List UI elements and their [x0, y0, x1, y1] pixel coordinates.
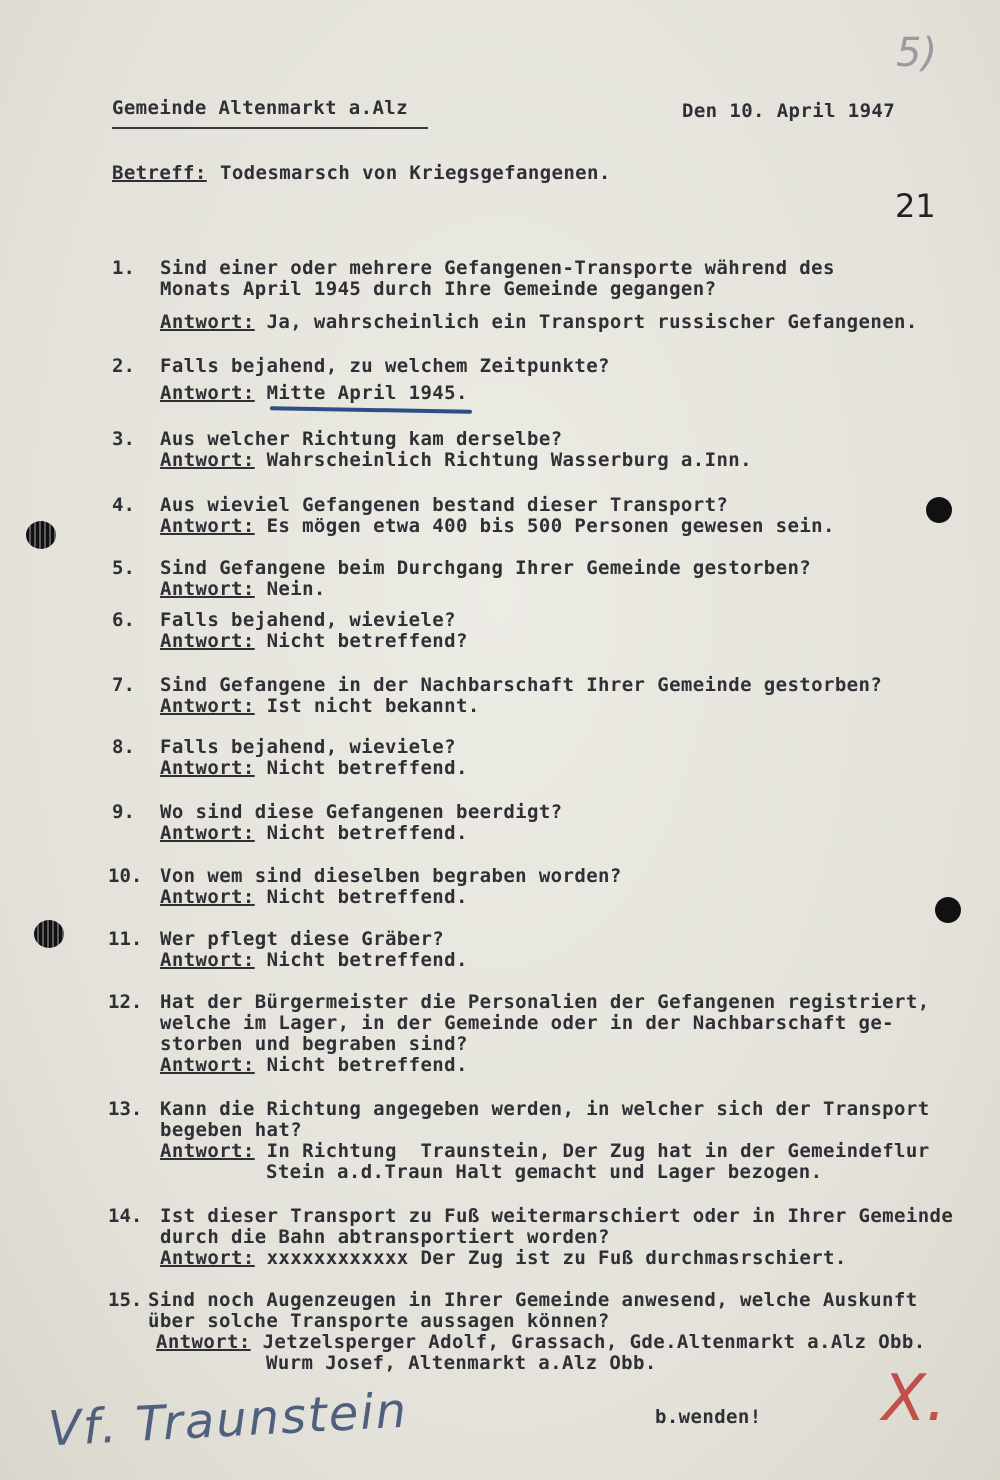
- question-number: 5.: [112, 557, 135, 579]
- pencil-underline: [270, 406, 472, 414]
- question-text: welche im Lager, in der Gemeinde oder in der Nachbarschaft ge-: [160, 1012, 895, 1034]
- answer-label: Antwort:: [156, 1331, 251, 1353]
- question-number: 3.: [112, 428, 135, 450]
- answer-line: [160, 757, 468, 778]
- question-number: 9.: [112, 801, 135, 823]
- question-block: [160, 674, 882, 716]
- question-text: Hat der Bürgermeister die Personalien der Gefangenen registriert,: [160, 991, 930, 1013]
- question-number: 14.: [108, 1205, 143, 1227]
- page-number: 21: [895, 187, 936, 225]
- answer-label: Antwort:: [160, 695, 255, 717]
- answer-text: Nicht betreffend?: [266, 630, 468, 652]
- question-number: 8.: [112, 736, 135, 758]
- question-text: Falls bejahend, zu welchem Zeitpunkte?: [160, 355, 610, 377]
- header-underline: [112, 127, 428, 129]
- answer-line: [160, 515, 835, 536]
- question-number: 12.: [108, 991, 143, 1013]
- question-text: Von wem sind dieselben begraben worden?: [160, 865, 622, 887]
- question-block: [160, 355, 610, 403]
- answer-text: Ist nicht bekannt.: [266, 695, 480, 717]
- question-text: Sind noch Augenzeugen in Ihrer Gemeinde anwesend, welche Auskunft: [148, 1289, 918, 1311]
- answer-label: Antwort:: [160, 1140, 255, 1162]
- answer-line: [160, 311, 918, 332]
- question-number: 13.: [108, 1098, 143, 1120]
- question-text: Sind einer oder mehrere Gefangenen-Transporte während des: [160, 257, 835, 279]
- question-text: Sind Gefangene beim Durchgang Ihrer Gemeinde gestorben?: [160, 557, 812, 579]
- question-number: 6.: [112, 609, 135, 631]
- answer-line: [160, 1140, 930, 1161]
- municipality: Gemeinde Altenmarkt a.Alz: [112, 97, 408, 119]
- question-number: 11.: [108, 928, 143, 950]
- answer-label: Antwort:: [160, 515, 255, 537]
- punch-hole-right-bottom: [935, 897, 961, 923]
- question-text: begeben hat?: [160, 1119, 303, 1141]
- answer-label: Antwort:: [160, 757, 255, 779]
- question-text: Wo sind diese Gefangenen beerdigt?: [160, 801, 563, 823]
- question-block: [160, 609, 468, 651]
- question-block: [160, 428, 752, 470]
- question-number: 2.: [112, 355, 135, 377]
- answer-text: Nicht betreffend.: [266, 949, 468, 971]
- question-number: 10.: [108, 865, 143, 887]
- question-text: Wer pflegt diese Gräber?: [160, 928, 445, 950]
- answer-line: [160, 382, 610, 403]
- page-mark: 5): [896, 30, 938, 76]
- question-text: Aus wieviel Gefangenen bestand dieser Transport?: [160, 494, 729, 516]
- answer-line: [160, 886, 622, 907]
- answer-text: xxxxxxxxxxxx Der Zug ist zu Fuß durchmasrschiert.: [266, 1247, 847, 1269]
- question-number: 7.: [112, 674, 135, 696]
- subject-label: Betreff:: [112, 162, 207, 184]
- question-number: 15.: [108, 1289, 143, 1311]
- answer-line: [160, 1054, 930, 1075]
- answer-line: [160, 695, 882, 716]
- answer-text: Nein.: [266, 578, 326, 600]
- answer-label: Antwort:: [160, 311, 255, 333]
- answer-text: Jetzelsperger Adolf, Grassach, Gde.Altenmarkt a.Alz Obb.: [262, 1331, 926, 1353]
- question-text: Monats April 1945 durch Ihre Gemeinde gegangen?: [160, 278, 717, 300]
- question-text: Kann die Richtung angegeben werden, in welcher sich der Transport: [160, 1098, 930, 1120]
- question-block: [160, 736, 468, 778]
- question-block: [160, 557, 811, 599]
- question-text: Sind Gefangene in der Nachbarschaft Ihrer Gemeinde gestorben?: [160, 674, 883, 696]
- punch-hole-right-top: [926, 497, 952, 523]
- answer-label: Antwort:: [160, 886, 255, 908]
- question-text: über solche Transporte aussagen können?: [148, 1310, 610, 1332]
- answer-line: [160, 449, 752, 470]
- question-block: [160, 1205, 953, 1268]
- answer-line: [160, 1247, 953, 1268]
- question-block: [160, 865, 622, 907]
- punch-hole-left-bottom: [34, 920, 64, 948]
- question-block: [160, 257, 918, 332]
- answer-label: Antwort:: [160, 578, 255, 600]
- question-block: [160, 991, 930, 1075]
- question-block: [160, 1098, 930, 1182]
- question-block: [160, 494, 835, 536]
- answer-text: Nicht betreffend.: [266, 1054, 468, 1076]
- question-text: storben und begraben sind?: [160, 1033, 468, 1055]
- turn-over-note: b.wenden!: [655, 1406, 762, 1428]
- answer-label: Antwort:: [160, 1247, 255, 1269]
- question-text: Falls bejahend, wieviele?: [160, 736, 456, 758]
- answer-text: Nicht betreffend.: [266, 757, 468, 779]
- answer-label: Antwort:: [160, 449, 255, 471]
- handwritten-mark: X.: [882, 1362, 947, 1436]
- answer-label: Antwort:: [160, 1054, 255, 1076]
- answer-line: Stein a.d.Traun Halt gemacht und Lager bezogen.: [266, 1161, 823, 1183]
- handwritten-note: Vf. Traunstein: [46, 1382, 410, 1458]
- answer-label: Antwort:: [160, 949, 255, 971]
- answer-text: Es mögen etwa 400 bis 500 Personen gewesen sein.: [266, 515, 835, 537]
- question-block: [160, 928, 468, 970]
- answer-line: [160, 949, 468, 970]
- answer-line: Wurm Josef, Altenmarkt a.Alz Obb.: [266, 1352, 657, 1374]
- answer-line: [160, 630, 468, 651]
- answer-line: [156, 1331, 926, 1352]
- question-text: Ist dieser Transport zu Fuß weitermarschiert oder in Ihrer Gemeinde: [160, 1205, 954, 1227]
- answer-label: Antwort:: [160, 822, 255, 844]
- answer-text: In Richtung Traunstein, Der Zug hat in der Gemeindeflur: [266, 1140, 930, 1162]
- question-text: Falls bejahend, wieviele?: [160, 609, 456, 631]
- subject-text: Todesmarsch von Kriegsgefangenen.: [220, 162, 611, 184]
- answer-text: Ja, wahrscheinlich ein Transport russischer Gefangenen.: [266, 311, 918, 333]
- question-number: 4.: [112, 494, 135, 516]
- answer-line: [160, 578, 811, 599]
- answer-label: Antwort:: [160, 630, 255, 652]
- document-date: Den 10. April 1947: [682, 100, 896, 122]
- answer-line: [160, 822, 563, 843]
- answer-label: Antwort:: [160, 382, 255, 404]
- question-block: [160, 801, 563, 843]
- question-number: 1.: [112, 257, 135, 279]
- answer-text: Nicht betreffend.: [266, 822, 468, 844]
- answer-text: Wahrscheinlich Richtung Wasserburg a.Inn.: [266, 449, 752, 471]
- answer-text: Nicht betreffend.: [266, 886, 468, 908]
- punch-hole-left-top: [26, 521, 56, 549]
- question-text: durch die Bahn abtransportiert worden?: [160, 1226, 610, 1248]
- question-text: Aus welcher Richtung kam derselbe?: [160, 428, 563, 450]
- answer-text: Mitte April 1945.: [266, 382, 468, 404]
- question-block: [148, 1289, 926, 1373]
